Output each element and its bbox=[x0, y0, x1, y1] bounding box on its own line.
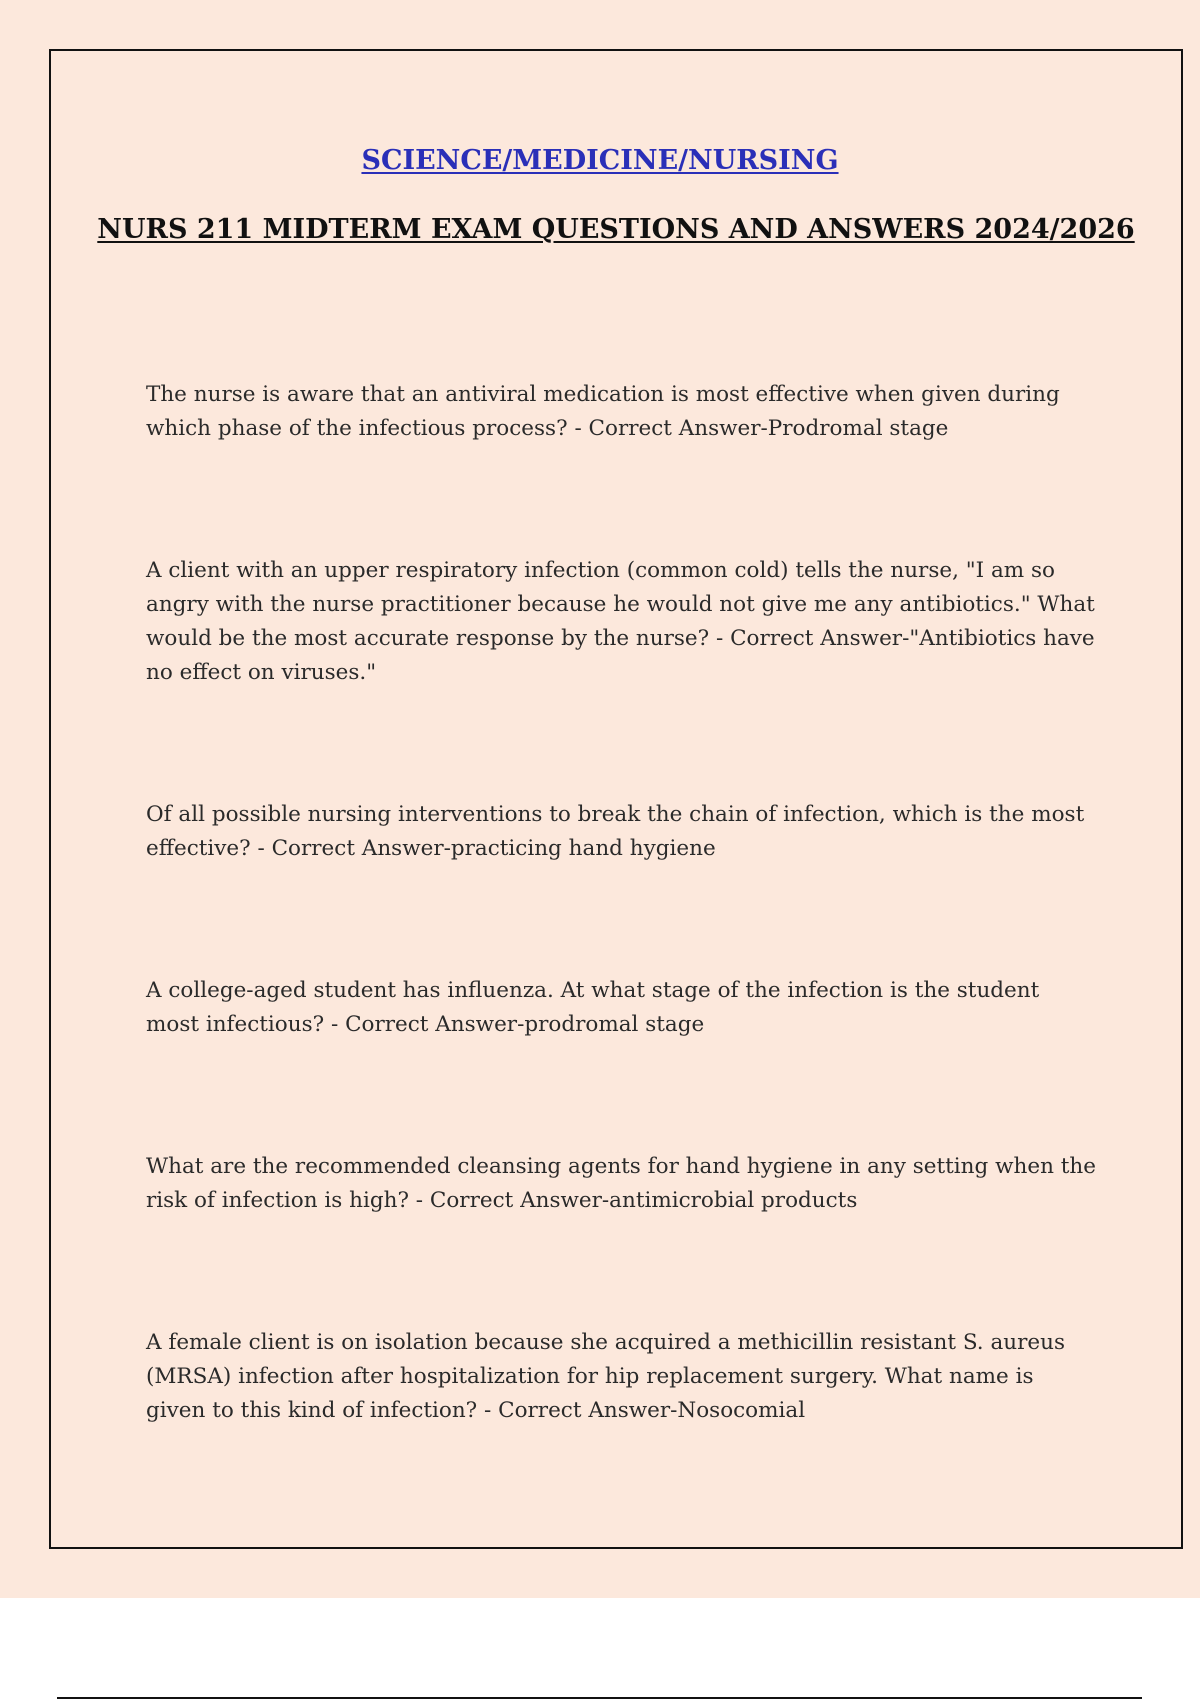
question-item-4: A college-aged student has influenza. At what stage of the infection is the student most infectious? - Correct Answer-prodromal stage bbox=[146, 978, 1040, 1037]
document-title: NURS 211 MIDTERM EXAM QUESTIONS AND ANSWERS 2024/2026 bbox=[97, 214, 1135, 245]
bottom-divider bbox=[57, 1697, 1142, 1699]
category-heading bbox=[0, 145, 1200, 176]
category-link[interactable]: SCIENCE/MEDICINE/NURSING bbox=[361, 145, 839, 176]
question-item-1: The nurse is aware that an antiviral medication is most effective when given during which phase of the infectious process? - Correct Answer-Prodromal stage bbox=[146, 382, 1060, 441]
question-item-6: A female client is on isolation because she acquired a methicillin resistant S. aureus (MRSA) infection after hospitalization for hip replacement surgery. What name is given to this kind of infection? - Correct Answer-Nosocomial bbox=[146, 1330, 1065, 1423]
question-item-5: What are the recommended cleansing agents for hand hygiene in any setting when the risk of infection is high? - Correct Answer-antimicrobial products bbox=[146, 1154, 1096, 1213]
question-item-3: Of all possible nursing interventions to break the chain of infection, which is the most effective? - Correct Answer-practicing hand hygiene bbox=[146, 802, 1085, 861]
question-list bbox=[146, 378, 1096, 1536]
question-item-2: A client with an upper respiratory infection (common cold) tells the nurse, "I am so angry with the nurse practitioner because he would not give me any antibiotics." What would be the most accurate response by the nurse? - Correct Answer-"Antibiotics have no effect on viruses." bbox=[146, 558, 1095, 685]
